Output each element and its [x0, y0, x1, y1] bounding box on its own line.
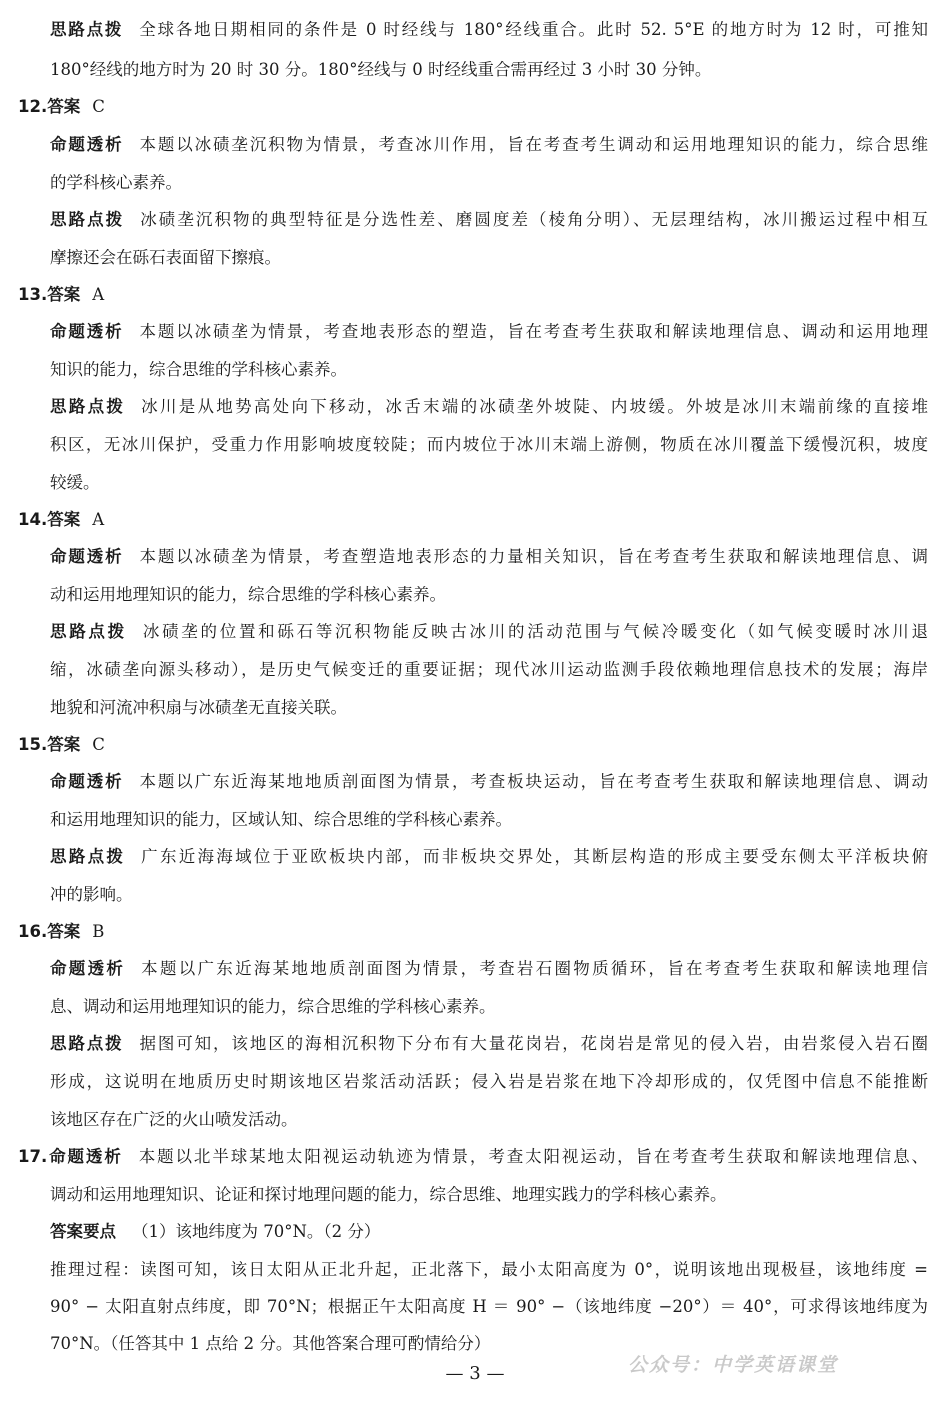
q13-intent-line-2: 知识的能力，综合思维的学科核心素养。	[50, 360, 347, 379]
q12-reasoning-line-2: 摩擦还会在砾石表面留下擦痕。	[50, 248, 281, 267]
q14-number: 14.	[18, 510, 48, 529]
intent-label: 命题透析	[50, 547, 124, 566]
q15-answer-line	[18, 733, 105, 757]
q11-reasoning-text-1: 全球各地日期相同的条件是 0 时经线与 180°经线重合。此时 52. 5°E 的地方时为 12 时，可推知	[139, 20, 929, 39]
intent-label: 命题透析	[50, 772, 124, 791]
answer-label: 答案	[47, 922, 81, 941]
q17-intent-text-1: 本题以北半球某地太阳视运动轨迹为情景，考查太阳视运动，旨在考查考生获取和解读地理信息、	[138, 1147, 929, 1166]
q17-derivation-line-2: 90° − 太阳直射点纬度，即 70°N；根据正午太阳高度 H ＝ 90° −（该地纬度 −20°）＝ 40°，可求得该地纬度为	[50, 1297, 928, 1316]
q17-key-points-line	[50, 1220, 380, 1244]
q13-answer: A	[92, 285, 105, 304]
answer-label: 答案	[47, 97, 81, 116]
q15-intent-line-1	[50, 770, 928, 794]
q16-answer: B	[92, 922, 105, 941]
q14-intent-line-1	[50, 545, 928, 569]
intent-label: 命题透析	[50, 135, 124, 154]
q16-intent-line-1	[50, 957, 928, 981]
answer-label: 答案	[47, 285, 81, 304]
intent-label: 命题透析	[50, 959, 126, 978]
q13-reasoning-line-3: 较缓。	[50, 473, 100, 492]
q16-reasoning-line-3: 该地区存在广泛的火山喷发活动。	[50, 1110, 298, 1129]
q12-reasoning-line-1	[50, 208, 928, 232]
q14-reasoning-line-2: 缩，冰碛垄向源头移动），是历史气候变迁的重要证据；现代冰川运动监测手段依赖地理信息技术的发展；海岸	[50, 660, 928, 679]
q13-reasoning-line-1	[50, 395, 928, 419]
q13-number: 13.	[18, 285, 48, 304]
answer-label: 答案	[47, 735, 81, 754]
q12-intent-line-1	[50, 133, 928, 157]
q14-reasoning-line-1	[50, 620, 928, 644]
q13-intent-line-1	[50, 320, 928, 344]
q16-intent-text-1: 本题以广东近海某地地质剖面图为情景，考查岩石圈物质循环，旨在考查考生获取和解读地理信	[141, 959, 929, 978]
q17-intent-line-2: 调动和运用地理知识、论证和探讨地理问题的能力，综合思维、地理实践力的学科核心素养。	[50, 1185, 727, 1204]
page-number: — 3 —	[445, 1363, 505, 1384]
q13-answer-line	[18, 283, 104, 307]
reasoning-label: 思路点拨	[50, 847, 126, 866]
q15-number: 15.	[18, 735, 48, 754]
q14-reasoning-line-3: 地貌和河流冲积扇与冰碛垄无直接关联。	[50, 698, 347, 717]
q13-reasoning-line-2: 积区，无冰川保护，受重力作用影响坡度较陡；而内坡位于冰川末端上游侧，物质在冰川覆盖下缓慢沉积，坡度	[50, 435, 928, 454]
q13-reasoning-text-1: 冰川是从地势高处向下移动，冰舌末端的冰碛垄外坡陡、内坡缓。外坡是冰川末端前缘的直接堆	[141, 397, 929, 416]
q17-key-point-1: （1）该地纬度为 70°N。（2 分）	[132, 1222, 381, 1241]
q17-number: 17.	[18, 1147, 48, 1166]
q14-answer: A	[92, 510, 105, 529]
q16-reasoning-line-2: 形成，这说明在地质历史时期该地区岩浆活动活跃；侵入岩是岩浆在地下冷却形成的，仅凭图中信息不能推断	[50, 1072, 928, 1091]
q12-reasoning-text-1: 冰碛垄沉积物的典型特征是分选性差、磨圆度差（棱角分明）、无层理结构，冰川搬运过程中相互	[140, 210, 929, 229]
watermark: 公众号：中学英语课堂	[628, 1354, 839, 1376]
q15-answer: C	[92, 735, 105, 754]
q13-intent-text-1: 本题以冰碛垄为情景，考查地表形态的塑造，旨在考查考生获取和解读地理信息、调动和运用地理	[139, 322, 929, 341]
q14-answer-line	[18, 508, 104, 532]
q14-reasoning-text-1: 冰碛垄的位置和砾石等沉积物能反映古冰川的活动范围与气候冷暖变化（如气候变暖时冰川退	[142, 622, 929, 641]
q16-reasoning-line-1	[50, 1032, 928, 1056]
intent-label: 命题透析	[50, 322, 124, 341]
reasoning-label: 思路点拨	[50, 1034, 124, 1053]
q17-derivation-line-3: 70°N。（任答其中 1 点给 2 分。其他答案合理可酌情给分）	[50, 1334, 491, 1353]
q17-derivation-line-1: 推理过程：读图可知，该日太阳从正北升起，正北落下，最小太阳高度为 0°，说明该地出现极昼，该地纬度 =	[50, 1260, 928, 1279]
reasoning-label: 思路点拨	[50, 622, 127, 641]
intent-label: 命题透析	[47, 1147, 123, 1166]
q11-reasoning-line-1	[50, 18, 928, 42]
q12-answer-line	[18, 95, 105, 119]
q16-answer-line	[18, 920, 104, 944]
q16-intent-line-2: 息、调动和运用地理知识的能力，综合思维的学科核心素养。	[50, 997, 496, 1016]
q15-reasoning-line-2: 冲的影响。	[50, 885, 133, 904]
q16-number: 16.	[18, 922, 48, 941]
q11-reasoning-line-2: 180°经线的地方时为 20 时 30 分。180°经线与 0 时经线重合需再经过 3 小时 30 分钟。	[50, 60, 712, 79]
reasoning-label: 思路点拨	[50, 210, 125, 229]
q15-intent-line-2: 和运用地理知识的能力，区域认知、综合思维的学科核心素养。	[50, 810, 512, 829]
q16-reasoning-text-1: 据图可知，该地区的海相沉积物下分布有大量花岗岩，花岗岩是常见的侵入岩，由岩浆侵入岩石圈	[139, 1034, 929, 1053]
q15-reasoning-text-1: 广东近海海域位于亚欧板块内部，而非板块交界处，其断层构造的形成主要受东侧太平洋板块俯	[141, 847, 929, 866]
key-points-label: 答案要点	[50, 1222, 116, 1241]
q14-intent-line-2: 动和运用地理知识的能力，综合思维的学科核心素养。	[50, 585, 446, 604]
q12-answer: C	[92, 97, 105, 116]
q15-reasoning-line-1	[50, 845, 928, 869]
q12-number: 12.	[18, 97, 48, 116]
q17-intent-line-1	[18, 1145, 928, 1169]
reasoning-label: 思路点拨	[50, 20, 124, 39]
q12-intent-text-1: 本题以冰碛垄沉积物为情景，考查冰川作用，旨在考查考生调动和运用地理知识的能力，综合思维	[139, 135, 929, 154]
answer-label: 答案	[47, 510, 81, 529]
q12-intent-line-2: 的学科核心素养。	[50, 173, 182, 192]
q14-intent-text-1: 本题以冰碛垄为情景，考查塑造地表形态的力量相关知识，旨在考查考生获取和解读地理信息、调	[139, 547, 929, 566]
reasoning-label: 思路点拨	[50, 397, 126, 416]
q15-intent-text-1: 本题以广东近海某地地质剖面图为情景，考查板块运动，旨在考查考生获取和解读地理信息、调动	[139, 772, 929, 791]
